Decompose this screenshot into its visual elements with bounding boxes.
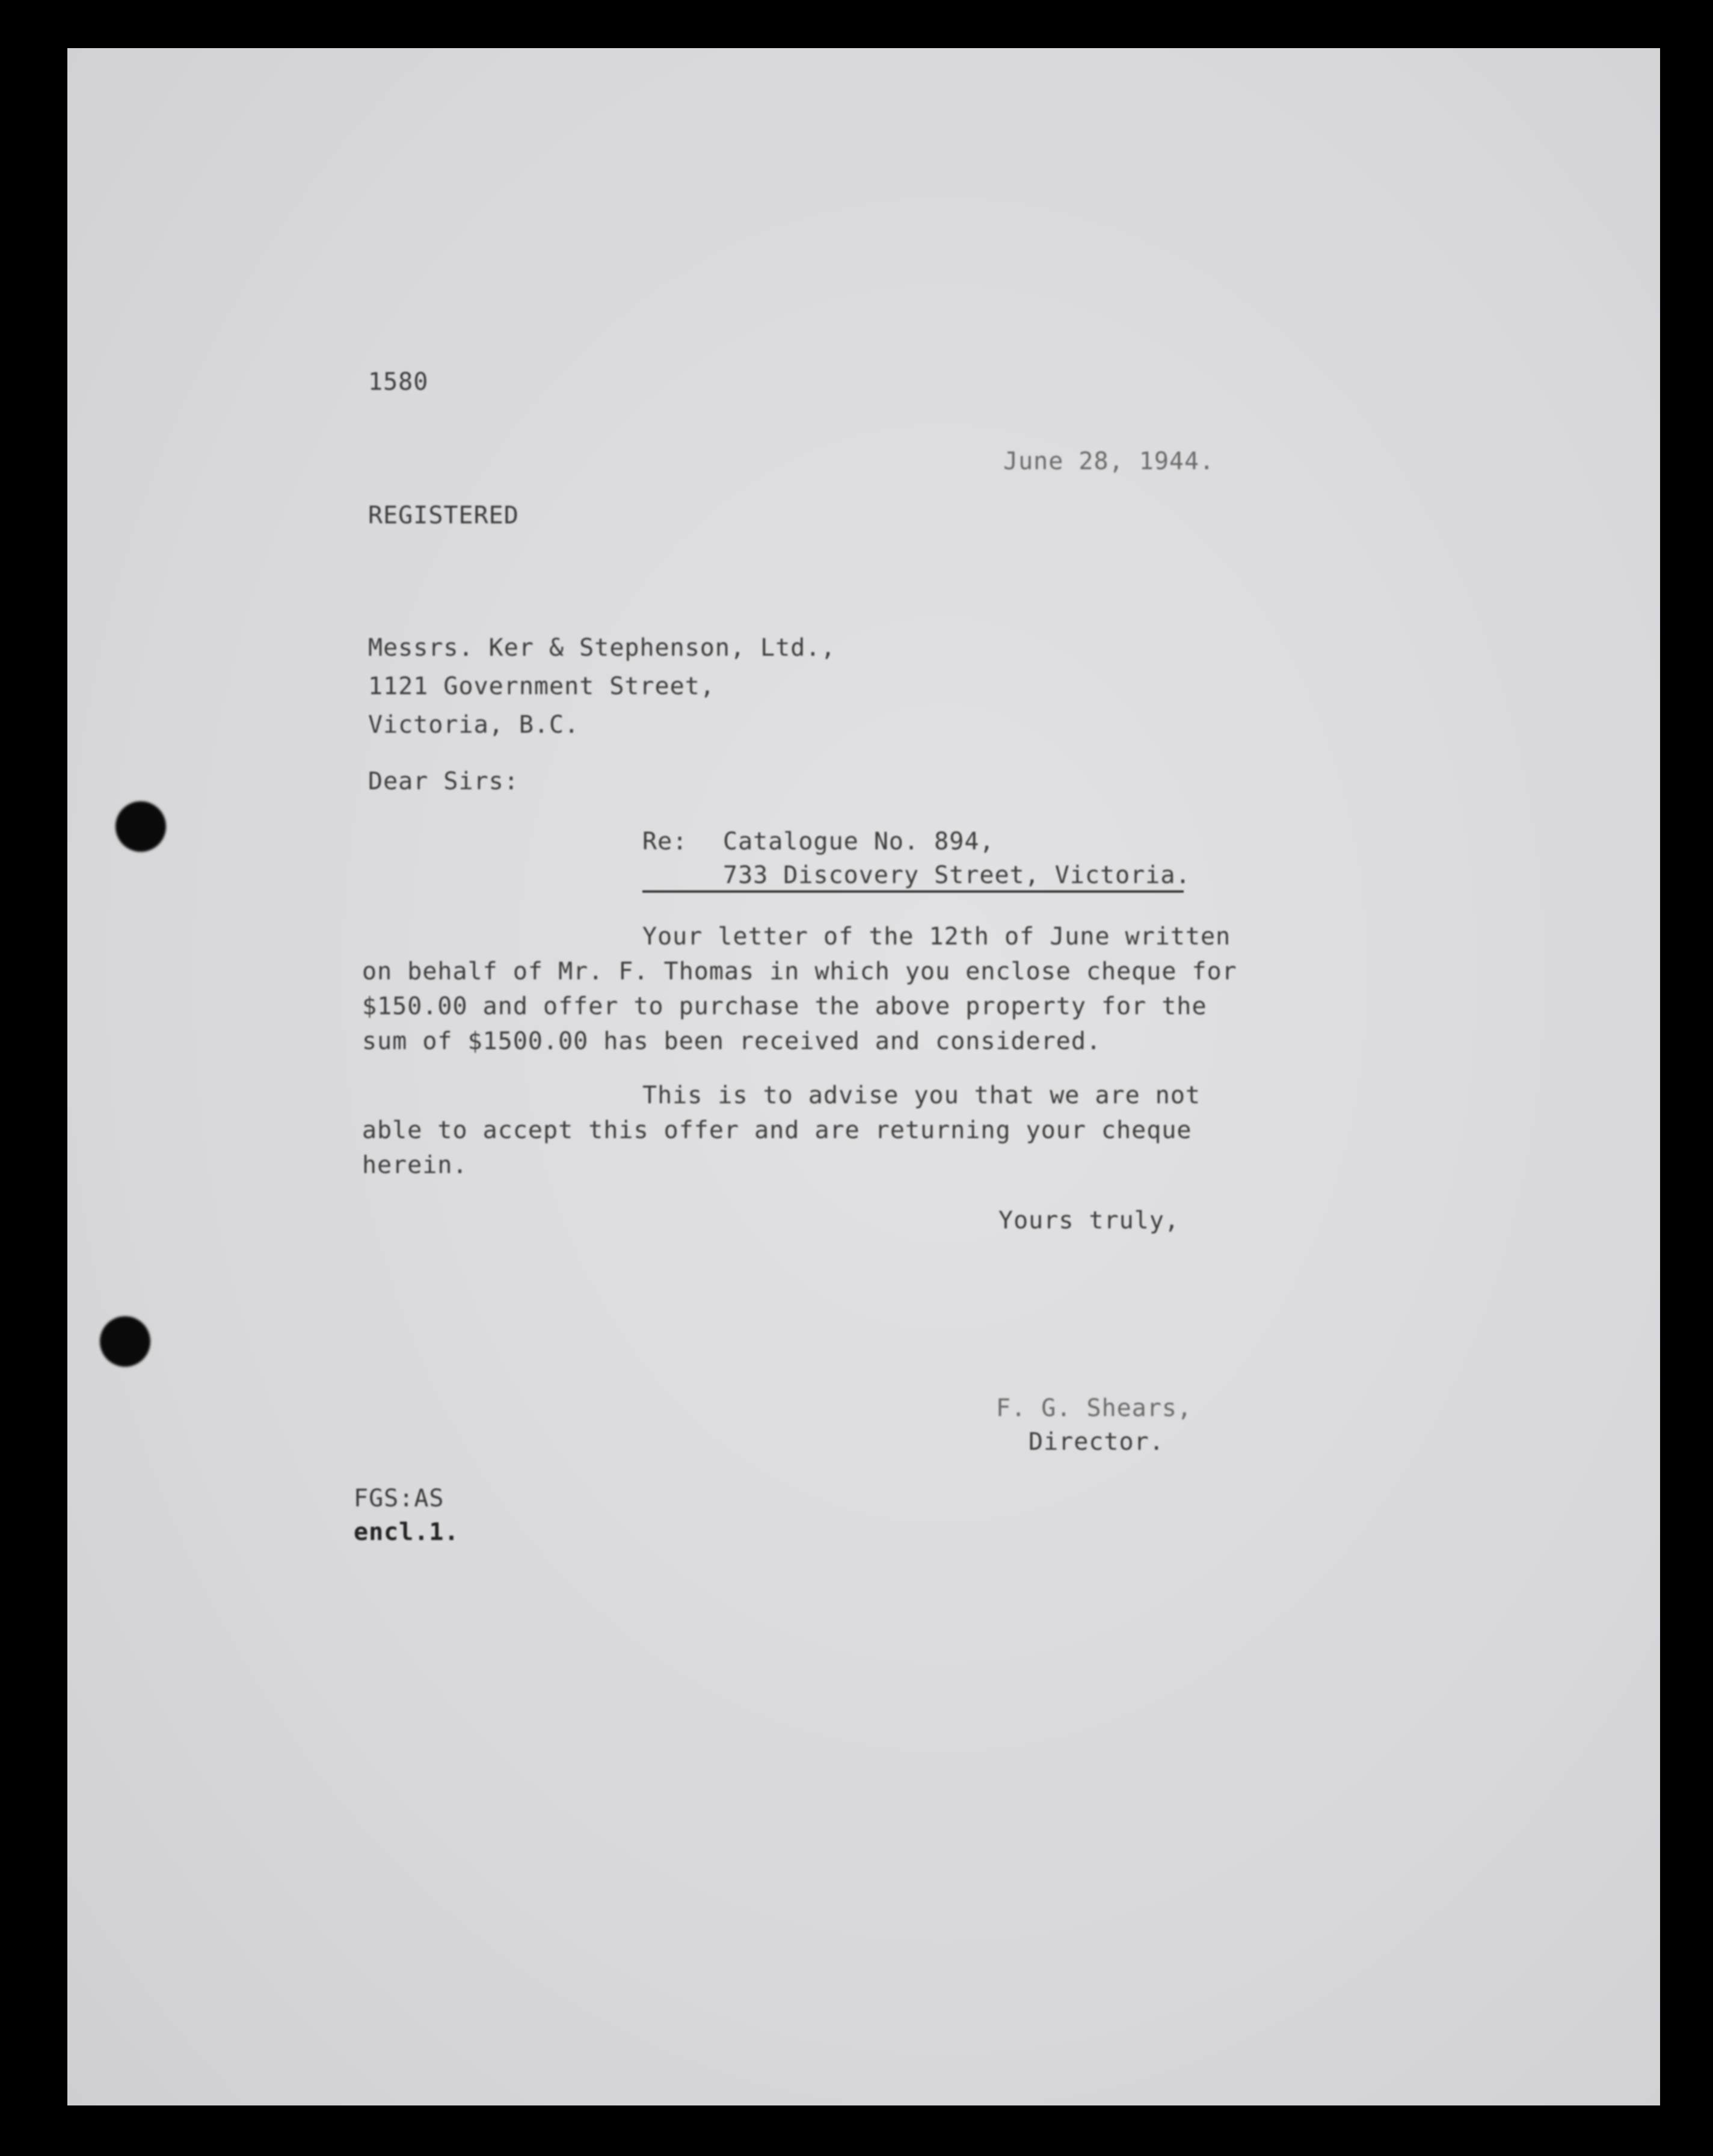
document-page xyxy=(67,48,1660,2105)
subject-line-2: 733 Discovery Street, Victoria. xyxy=(723,861,1191,889)
salutation: Dear Sirs: xyxy=(368,768,519,795)
punch-hole-bottom xyxy=(100,1316,150,1367)
letter-date: June 28, 1944. xyxy=(1003,448,1215,475)
file-number: 1580 xyxy=(368,368,429,396)
closing: Yours truly, xyxy=(998,1207,1179,1234)
reference-initials: FGS:AS xyxy=(354,1485,444,1512)
paragraph-1-line-2: on behalf of Mr. F. Thomas in which you enclose cheque for xyxy=(362,958,1237,985)
paragraph-1-line-1: Your letter of the 12th of June written xyxy=(642,923,1231,950)
signatory-title: Director. xyxy=(1029,1428,1164,1456)
recipient-line-1: Messrs. Ker & Stephenson, Ltd., xyxy=(368,634,836,662)
punch-hole-top xyxy=(115,801,166,852)
paragraph-2-line-3: herein. xyxy=(362,1151,468,1179)
registered-label: REGISTERED xyxy=(368,502,519,529)
recipient-line-3: Victoria, B.C. xyxy=(368,711,580,739)
signatory-name: F. G. Shears, xyxy=(996,1394,1193,1422)
recipient-line-2: 1121 Government Street, xyxy=(368,673,715,700)
paragraph-2-line-2: able to accept this offer and are returning your cheque xyxy=(362,1116,1192,1144)
subject-prefix: Re: xyxy=(642,828,688,855)
paragraph-1-line-3: $150.00 and offer to purchase the above property for the xyxy=(362,993,1207,1020)
enclosure-note: encl.1. xyxy=(354,1518,460,1546)
subject-line-1: Catalogue No. 894, xyxy=(723,828,995,855)
subject-underline xyxy=(642,890,1184,893)
paragraph-2-line-1: This is to advise you that we are not xyxy=(642,1082,1201,1109)
paragraph-1-line-4: sum of $1500.00 has been received and considered. xyxy=(362,1027,1102,1055)
